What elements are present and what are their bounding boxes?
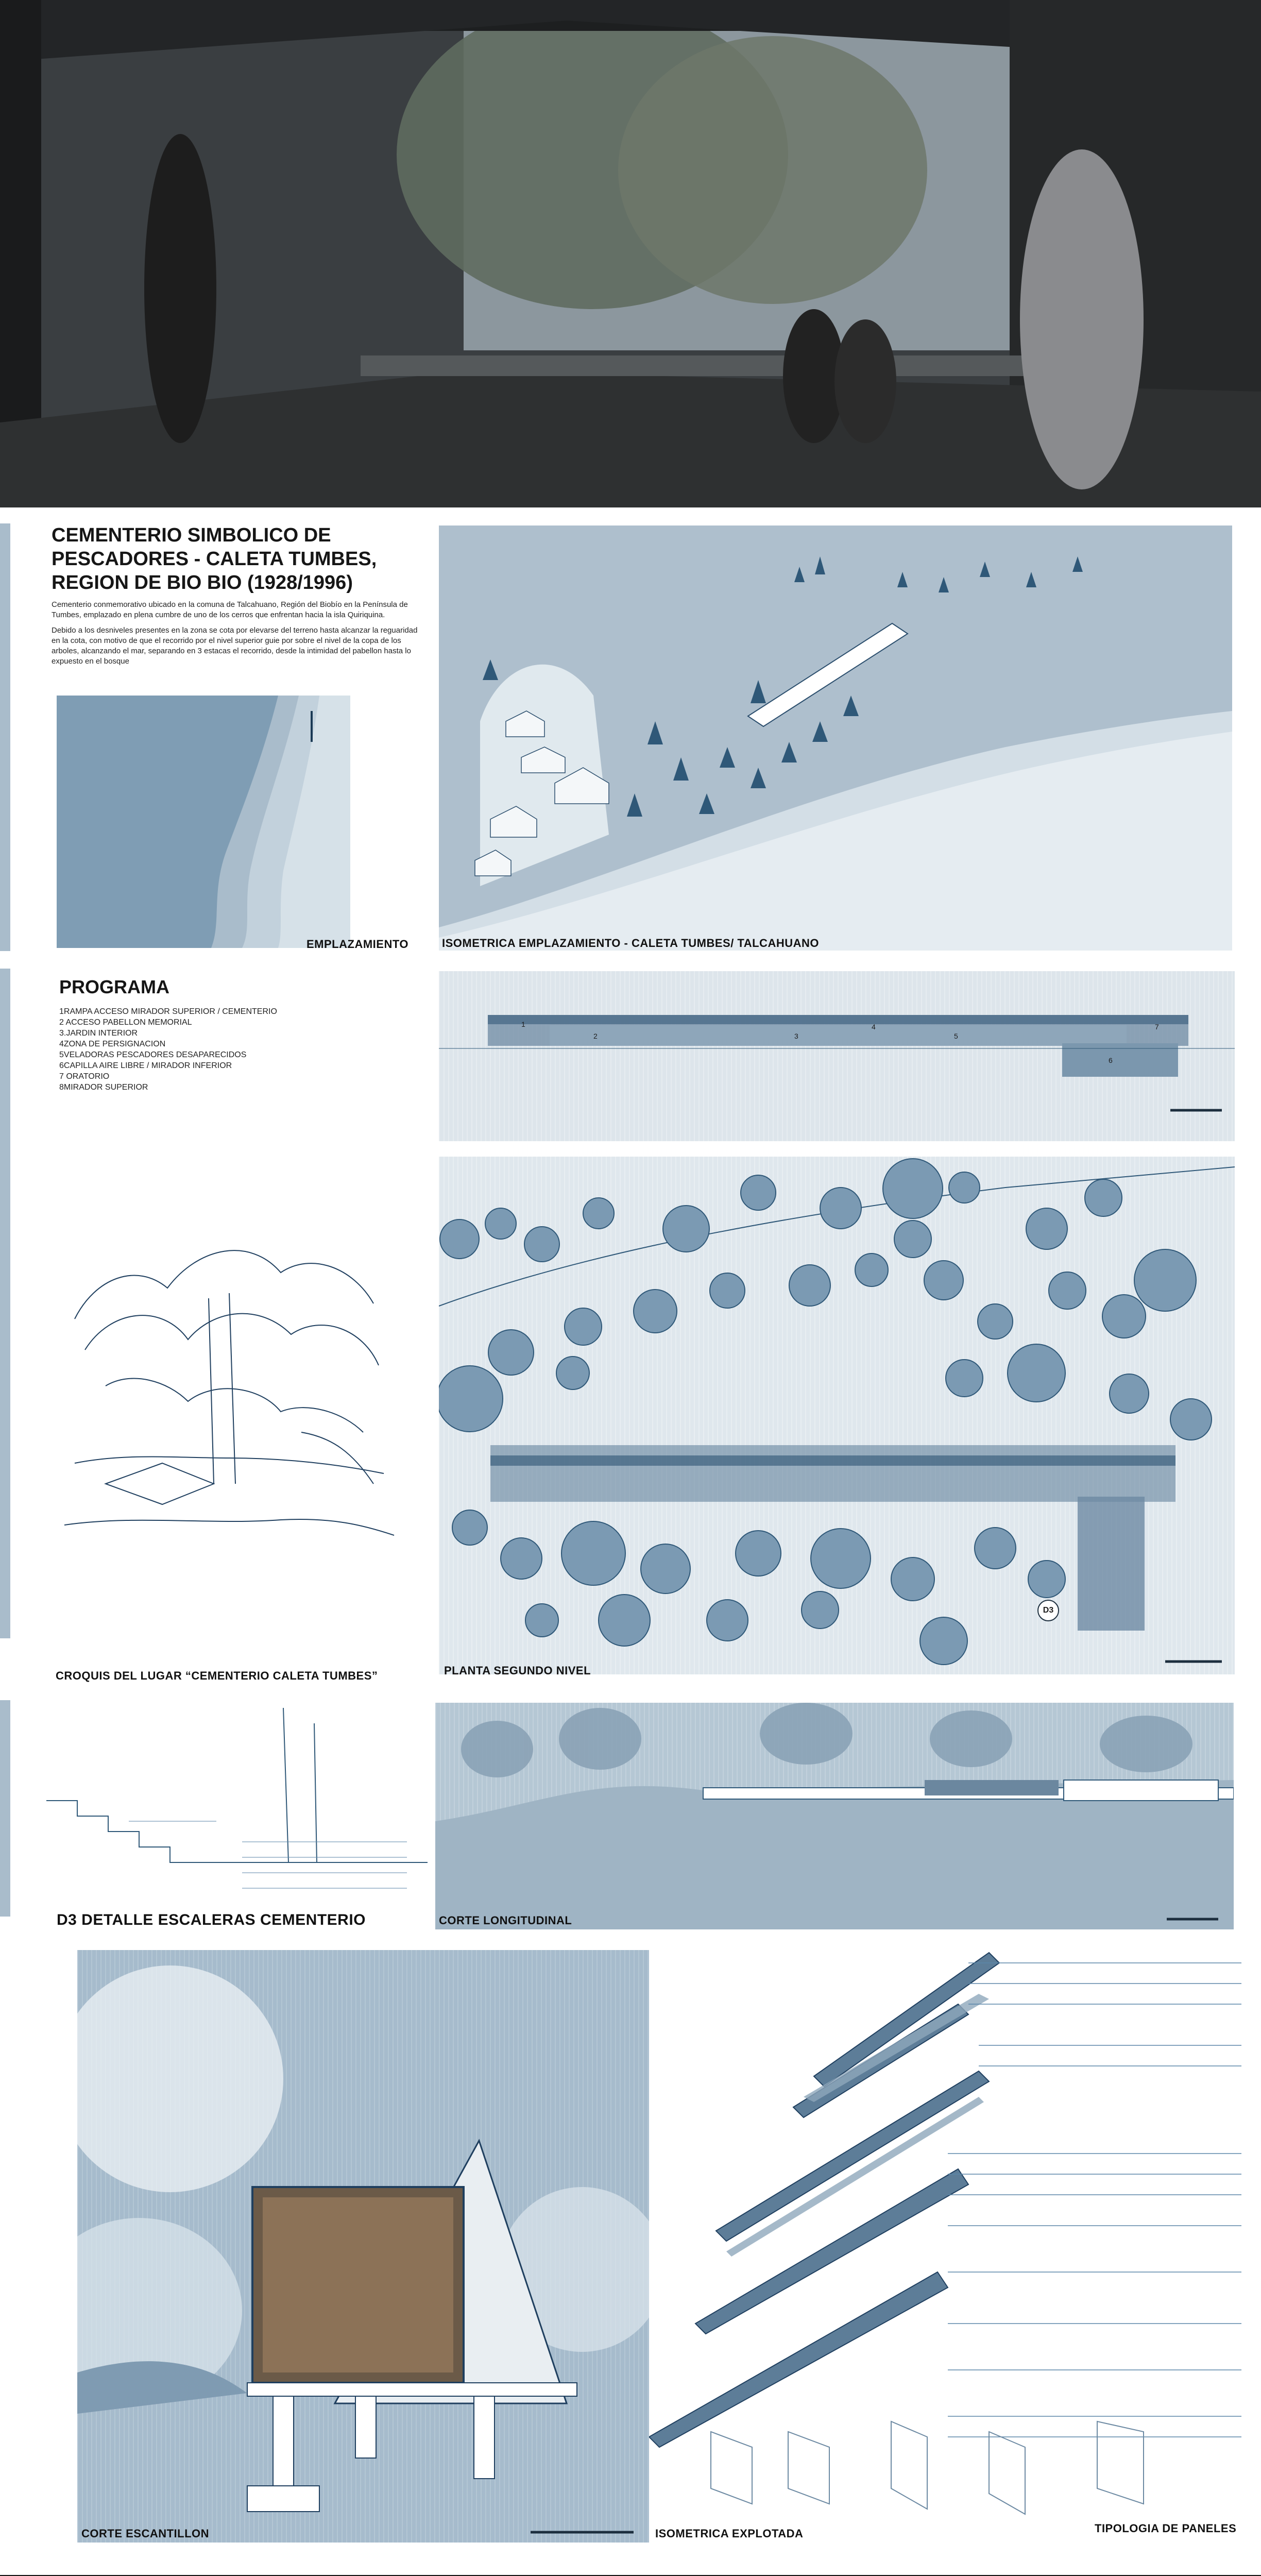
plan-number: 1 <box>521 1020 525 1028</box>
priest-figure <box>144 134 216 443</box>
croquis-label: CROQUIS DEL LUGAR “CEMENTERIO CALETA TUMBES” <box>56 1669 378 1682</box>
tipologia-label: TIPOLOGIA DE PANELES <box>1095 2522 1237 2535</box>
programa-block <box>59 976 420 1093</box>
floor-plan-1 <box>439 971 1235 1141</box>
programa-item: 7 ORATORIO <box>59 1072 110 1081</box>
edge-strip <box>0 1700 10 1917</box>
plan-number: 7 <box>1155 1023 1159 1031</box>
programa-item: 3.JARDIN INTERIOR <box>59 1029 138 1038</box>
project-description: Cementerio conmemorativo ubicado en la comuna de Talcahuano, Región del Biobío en la Península de Tumbes, emplazado en plena cumbre de uno de los cerros que enfrentan hacia la isla Quiriquina. <box>52 600 408 619</box>
isometric-site-label: ISOMETRICA EMPLAZAMIENTO - CALETA TUMBES/ TALCAHUANO <box>442 937 819 950</box>
sketch-drawing <box>44 1216 404 1571</box>
edge-strip <box>0 523 10 951</box>
edge-strip <box>0 969 10 1638</box>
d3-label: D3 DETALLE ESCALERAS CEMENTERIO <box>57 1911 366 1928</box>
emplazamiento-map <box>57 696 350 948</box>
croquis-sketch <box>44 1216 404 1571</box>
stair-detail-drawing <box>46 1708 428 1909</box>
d3-detail <box>46 1708 428 1909</box>
escantillon-drawing <box>77 1950 649 2543</box>
programa-item: 1RAMPA ACCESO MIRADOR SUPERIOR / CEMENTERIO <box>59 1007 277 1016</box>
corte-longitudinal-label: CORTE LONGITUDINAL <box>439 1914 572 1927</box>
section-drawing <box>435 1703 1234 1929</box>
plan-number: 6 <box>1109 1056 1113 1064</box>
planta-segundo-label: PLANTA SEGUNDO NIVEL <box>444 1664 591 1677</box>
man-with-hat-figure <box>1020 149 1144 489</box>
hero-scene <box>0 0 1261 507</box>
project-description-2: Debido a los desniveles presentes en la zona se cota por elevarse del terreno hasta alcanzar la reguaridad en la cota, con motivo de que el recorrido por el nivel superior guie por sobre el nivel de la copa de los arboles, alcanzando el mar, separando en 3 estacas el recorrido, desde la intimidad del pabellon hasta lo expuesto en el bosque <box>52 626 418 666</box>
emplazamiento-label: EMPLAZAMIENTO <box>306 938 408 951</box>
planta-primer-nivel <box>439 971 1235 1141</box>
isometric-site-drawing <box>439 526 1232 951</box>
project-title: CEMENTERIO SIMBOLICO DE PESCADORES - CALETA TUMBES, REGION DE BIO BIO (1928/1996) <box>52 524 377 594</box>
isometric-site <box>439 526 1232 951</box>
coast-map <box>57 696 350 948</box>
isometrica-explotada <box>649 1942 1254 2540</box>
plan-number: 3 <box>794 1032 798 1040</box>
plan-number: 2 <box>593 1032 598 1040</box>
title-block <box>52 523 422 667</box>
programa-item: 5VELADORAS PESCADORES DESAPARECIDOS <box>59 1050 247 1059</box>
programa-list <box>59 1006 420 1093</box>
programa-item: 4ZONA DE PERSIGNACION <box>59 1040 166 1048</box>
programa-item: 8MIRADOR SUPERIOR <box>59 1083 148 1092</box>
corte-escantillon-label: CORTE ESCANTILLON <box>81 2527 210 2540</box>
planta-segundo-nivel <box>439 1157 1235 1674</box>
isometrica-explotada-label: ISOMETRICA EXPLOTADA <box>655 2527 804 2540</box>
programa-heading: PROGRAMA <box>59 976 169 997</box>
floor-plan-2 <box>439 1157 1235 1674</box>
panel-typologies <box>711 2421 1144 2514</box>
d3-marker: D3 <box>1037 1600 1059 1621</box>
corte-longitudinal <box>435 1703 1234 1929</box>
corte-escantillon <box>77 1950 649 2543</box>
plan-number: 5 <box>954 1032 958 1040</box>
programa-item: 2 ACCESO PABELLON MEMORIAL <box>59 1018 192 1027</box>
programa-item: 6CAPILLA AIRE LIBRE / MIRADOR INFERIOR <box>59 1061 232 1070</box>
plan-number: 4 <box>872 1023 876 1031</box>
exploded-axonometric <box>649 1942 1254 2540</box>
hero-render <box>0 0 1261 507</box>
